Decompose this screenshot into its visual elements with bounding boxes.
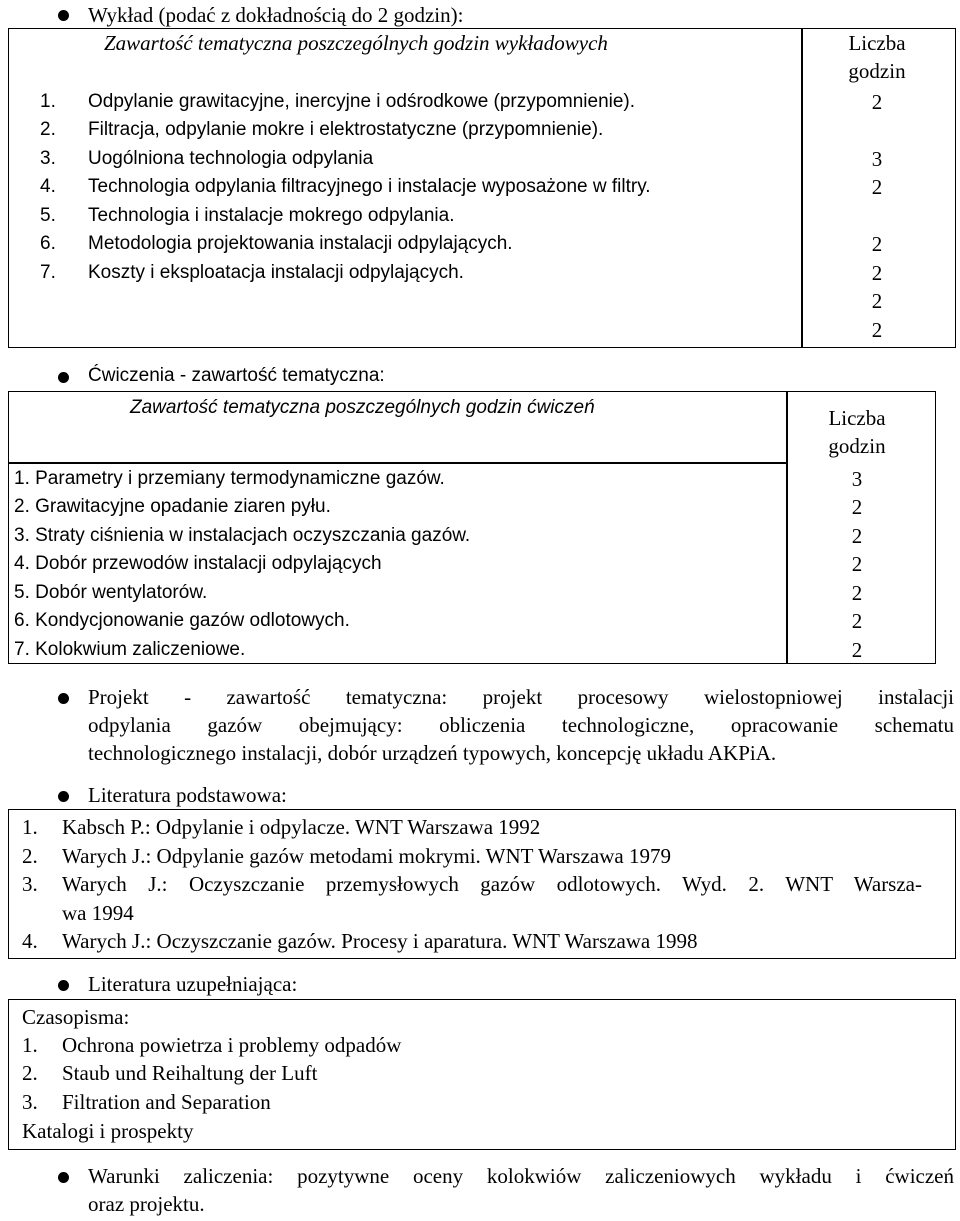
lecture-hours-value: 2: [871, 261, 883, 285]
lecture-item-text: Koszty i eksploatacja instalacji odpylających.: [88, 262, 464, 283]
literature-item-text-cont: wa 1994: [62, 901, 134, 925]
project-line-1: Projekt - zawartość tematyczna: projekt procesowy wielostopniowej instalacji: [88, 685, 954, 709]
periodical-text: Ochrona powietrza i problemy odpadów: [62, 1033, 402, 1057]
lecture-heading: Wykład (podać z dokładnością do 2 godzin):: [88, 3, 464, 27]
exercises-hours-header-line1: Liczba: [828, 406, 886, 430]
lecture-hours-value: 3: [871, 147, 883, 171]
lecture-item-num: 2.: [40, 119, 56, 140]
literature-item-num: 2.: [22, 844, 38, 868]
project-line-2: odpylania gazów obejmujący: obliczenia technologiczne, opracowanie schematu: [88, 713, 954, 737]
periodical-num: 2.: [22, 1061, 38, 1085]
lecture-item-num: 1.: [40, 91, 56, 112]
periodicals-label: Czasopisma:: [22, 1005, 130, 1029]
lecture-item-text: Technologia odpylania filtracyjnego i instalacje wyposażone w filtry.: [88, 176, 651, 197]
header-divider: [9, 462, 786, 464]
exercise-item-text: 7. Kolokwium zaliczeniowe.: [14, 639, 246, 660]
lecture-item-text: Filtracja, odpylanie mokre i elektrostatyczne (przypomnienie).: [88, 119, 604, 140]
exercise-hours-value: 2: [851, 638, 863, 662]
exercises-heading: Ćwiczenia - zawartość tematyczna:: [88, 365, 385, 386]
project-line-3: technologicznego instalacji, dobór urządzeń typowych, koncepcję układu AKPiA.: [88, 741, 777, 765]
periodical-num: 3.: [22, 1090, 38, 1114]
lecture-item-num: 6.: [40, 233, 56, 254]
exercise-item-text: 6. Kondycjonowanie gazów odlotowych.: [14, 610, 350, 631]
bullet-icon: [58, 791, 69, 802]
literature-item-num: 3.: [22, 872, 38, 896]
lecture-item-text: Odpylanie grawitacyjne, inercyjne i odśrodkowe (przypomnienie).: [88, 91, 636, 112]
exercise-hours-value: 3: [851, 467, 863, 491]
lecture-hours-value: 2: [871, 232, 883, 256]
lecture-hours-value: 2: [871, 175, 883, 199]
exercise-hours-value: 2: [851, 609, 863, 633]
bullet-icon: [58, 980, 69, 991]
lecture-hours-value: 2: [871, 318, 883, 342]
exercise-item-text: 5. Dobór wentylatorów.: [14, 582, 208, 603]
periodical-text: Staub und Reihaltung der Luft: [62, 1061, 318, 1085]
conditions-line-1: Warunki zaliczenia: pozytywne oceny kolokwiów zaliczeniowych wykładu i ćwiczeń: [88, 1164, 954, 1188]
lecture-item-text: Uogólniona technologia odpylania: [88, 148, 374, 169]
exercise-hours-value: 2: [851, 581, 863, 605]
exercise-hours-value: 2: [851, 552, 863, 576]
lecture-hours-header-line2: godzin: [848, 59, 906, 83]
lecture-item-num: 3.: [40, 148, 56, 169]
exercises-topic-header: Zawartość tematyczna poszczególnych godzin ćwiczeń: [130, 397, 595, 418]
exercise-hours-value: 2: [851, 495, 863, 519]
exercise-item-text: 3. Straty ciśnienia w instalacjach oczyszczania gazów.: [14, 525, 471, 546]
literature-item-text: Kabsch P.: Odpylanie i odpylacze. WNT Warszawa 1992: [62, 815, 541, 839]
conditions-line-2: oraz projektu.: [88, 1192, 205, 1216]
exercise-hours-value: 2: [851, 524, 863, 548]
lecture-hours-value: 2: [871, 289, 883, 313]
bullet-icon: [58, 1172, 69, 1183]
lecture-topic-header: Zawartość tematyczna poszczególnych godzin wykładowych: [104, 31, 608, 55]
lecture-item-num: 7.: [40, 262, 56, 283]
catalogs-label: Katalogi i prospekty: [22, 1119, 194, 1143]
bullet-icon: [58, 10, 69, 21]
literature-item-text: Warych J.: Odpylanie gazów metodami mokrymi. WNT Warszawa 1979: [62, 844, 671, 868]
lecture-hours-value: 2: [871, 90, 883, 114]
literature-item-num: 1.: [22, 815, 38, 839]
exercise-item-text: 4. Dobór przewodów instalacji odpylających: [14, 553, 382, 574]
exercise-item-text: 2. Grawitacyjne opadanie ziaren pyłu.: [14, 496, 331, 517]
lecture-item-text: Metodologia projektowania instalacji odpylających.: [88, 233, 513, 254]
literature-item-text: Warych J.: Oczyszczanie przemysłowych gazów odlotowych. Wyd. 2. WNT Warsza-: [62, 872, 922, 896]
bullet-icon: [58, 693, 69, 704]
lecture-item-num: 4.: [40, 176, 56, 197]
exercises-hours-header-line2: godzin: [828, 434, 886, 458]
literature-basic-heading: Literatura podstawowa:: [88, 783, 287, 807]
literature-supp-heading: Literatura uzupełniająca:: [88, 972, 298, 996]
lecture-item-text: Technologia i instalacje mokrego odpylania.: [88, 205, 455, 226]
bullet-icon: [58, 372, 69, 383]
literature-item-text: Warych J.: Oczyszczanie gazów. Procesy i aparatura. WNT Warszawa 1998: [62, 929, 698, 953]
literature-item-num: 4.: [22, 929, 38, 953]
periodical-text: Filtration and Separation: [62, 1090, 271, 1114]
lecture-item-num: 5.: [40, 205, 56, 226]
exercise-item-text: 1. Parametry i przemiany termodynamiczne gazów.: [14, 468, 445, 489]
periodical-num: 1.: [22, 1033, 38, 1057]
lecture-hours-header-line1: Liczba: [848, 31, 906, 55]
